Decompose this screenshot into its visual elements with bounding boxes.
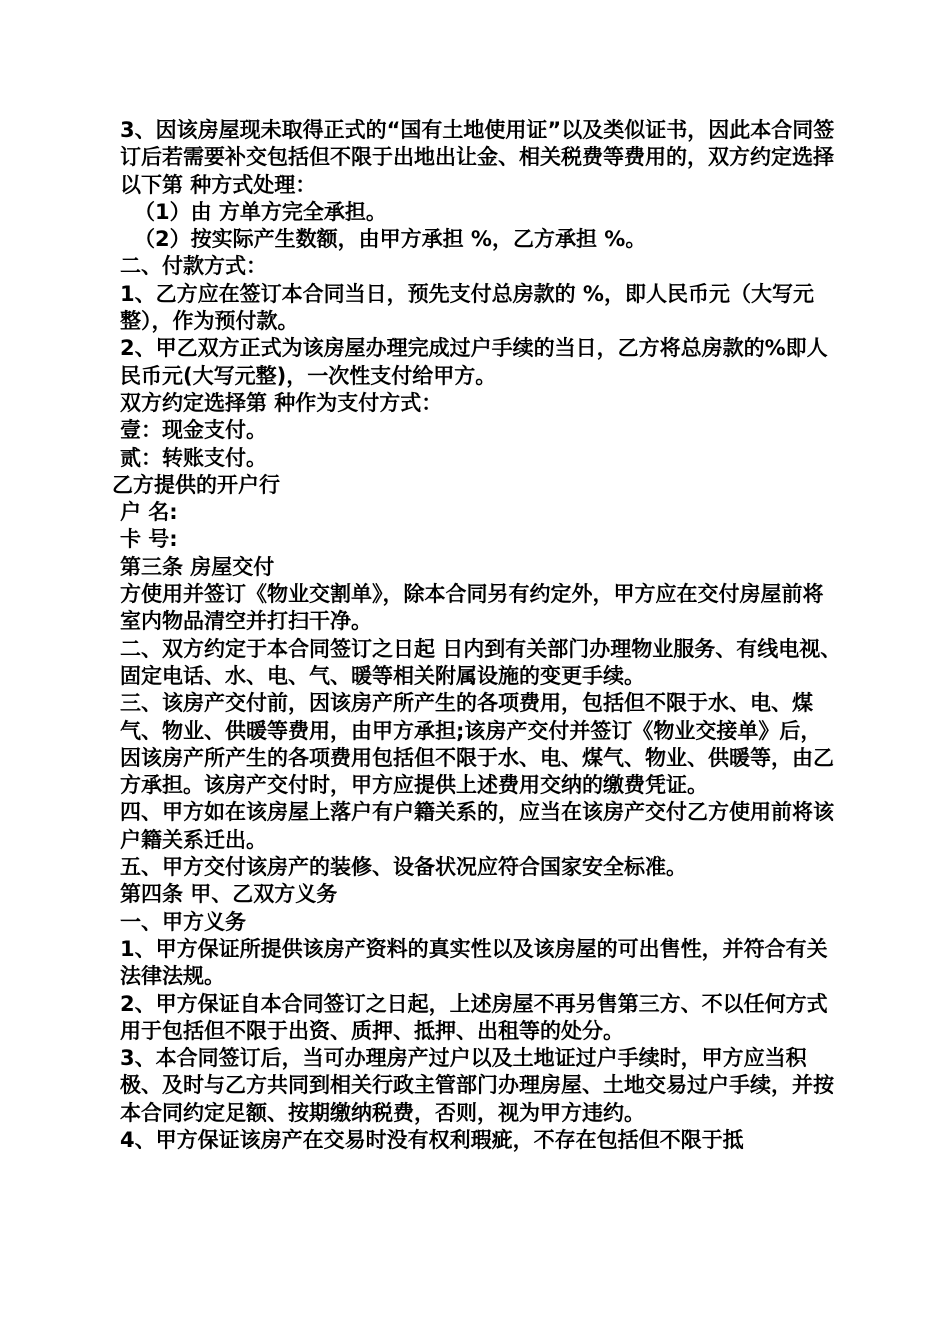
paragraph: 2、甲乙双方正式为该房屋办理完成过户手续的当日，乙方将总房款的%即人民币元(大写元整)，一次性支付给甲方。 [120,336,828,388]
paragraph: 2、甲方保证自本合同签订之日起，上述房屋不再另售第三方、不以任何方式用于包括但不限于出资、质押、抵押、出租等的处分。 [120,991,828,1043]
paragraph: 4、甲方保证该房产在交易时没有权利瑕疵，不存在包括但不限于抵 [120,1127,744,1152]
paragraph: 1、乙方应在签订本合同当日，预先支付总房款的 %，即人民币元（大写元整），作为预付款。 [120,281,814,334]
paragraph: 一、甲方义务 [120,909,246,934]
paragraph: 壹：现金支付。 [120,418,267,443]
paragraph: 乙方提供的开户行 [112,472,280,497]
document-page [112,117,842,1154]
paragraph: （1）由 方单方完全承担。 [134,199,387,224]
paragraph: 三、该房产交付前，因该房产所产生的各项费用，包括但不限于水、电、煤气、物业、供暖等费用，由甲方承担;该房产交付并签订《物业交接单》后，因该房产所产生的各项费用包括但不限于水、电、煤气、物业、供暖等，由乙方承担。该房产交付时，甲方应提供上述费用交纳的缴费凭证。 [120,691,834,798]
paragraph: 贰：转账支付。 [120,445,267,470]
paragraph: 第四条 甲、乙双方义务 [120,882,338,907]
paragraph: 第三条 房屋交付 [120,554,275,579]
paragraph: 3、因该房屋现未取得正式的“国有土地使用证”以及类似证书，因此本合同签订后若需要补交包括但不限于出地出让金、相关税费等费用的，双方约定选择以下第 种方式处理： [120,118,835,197]
paragraph: （2）按实际产生数额，由甲方承担 %，乙方承担 %。 [134,227,647,252]
paragraph: 户 名: [120,500,178,525]
paragraph: 方使用并签订《物业交割单》，除本合同另有约定外，甲方应在交付房屋前将室内物品清空并打扫干净。 [120,582,824,634]
paragraph: 3、本合同签订后，当可办理房产过户以及土地证过户手续时，甲方应当积极、及时与乙方共同到相关行政主管部门办理房屋、土地交易过户手续，并按本合同约定足额、按期缴纳税费，否则，视为甲方违约。 [120,1046,834,1125]
paragraph: 卡 号: [120,527,178,552]
paragraph: 二、付款方式： [120,254,267,279]
paragraph: 二、双方约定于本合同签订之日起 日内到有关部门办理物业服务、有线电视、固定电话、水、电、气、暖等相关附属设施的变更手续。 [120,636,842,688]
paragraph: 四、甲方如在该房屋上落户有户籍关系的，应当在该房产交付乙方使用前将该户籍关系迁出。 [120,800,834,852]
paragraph: 双方约定选择第 种作为支付方式： [120,390,443,415]
paragraph: 五、甲方交付该房产的装修、设备状况应符合国家安全标准。 [120,855,687,880]
paragraph: 1、甲方保证所提供该房产资料的真实性以及该房屋的可出售性，并符合有关法律法规。 [120,936,828,989]
